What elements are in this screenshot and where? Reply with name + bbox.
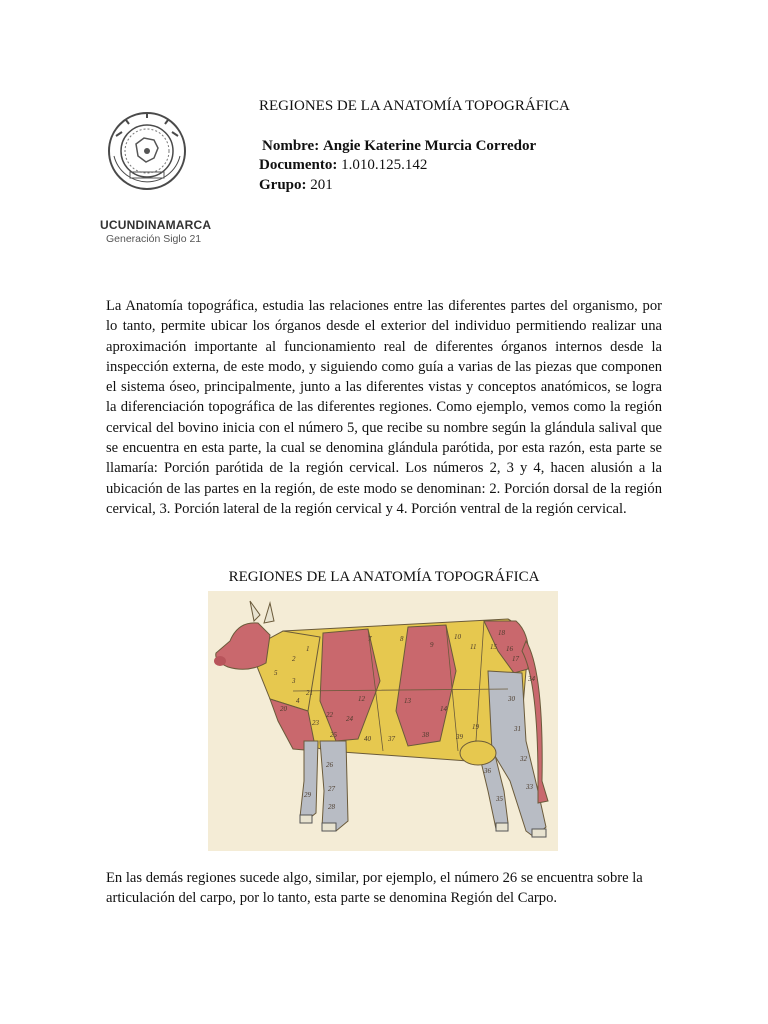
hoof [322,823,336,831]
region-number: 39 [456,733,463,741]
group-label: Grupo: [259,177,307,193]
intro-paragraph: La Anatomía topográfica, estudia las relaciones entre las diferentes partes del organismo, por lo tanto, permite ubicar los órganos desde el exterior del individuo permitiendo realizar una aproximación importante al funcionamiento real de diferentes órganos internos desde la inspección externa, de este modo, y siguiendo como guía a varias de las piezas que componen el sistema óseo, principalmente, junto a las diferentes vistas y conceptos anatómicos, se logra la diferenciación topográfica de las diferentes regiones. Como ejemplo, vemos como la región cervical del bovino inicia con el número 5, que recibe su nombre según la glándula salival que se encuentra en esta parte, la cual se denomina glándula parótida, por esta razón, esta parte se llamaría: Porción parótida de la región cervical. Los números 2, 3 y 4, hacen alusión a la ubicación de las partes en la región, de este modo se denominan: 2. Porción dorsal de la región cervical, 3. Porción lateral de la región cervical y 4. Porción ventral de la región cervical. [106,298,662,517]
region-number: 8 [400,635,404,643]
region-number: 13 [404,697,411,705]
region-number: 28 [328,803,335,811]
region-number: 4 [296,697,300,705]
cow-diagram-illustration [208,591,558,851]
region-number: 24 [346,715,353,723]
region-number: 2 [292,655,296,663]
region-number: 20 [280,705,287,713]
name-field [262,138,536,155]
carpus-paragraph: En las demás regiones sucede algo, similar, por ejemplo, el número 26 se encuentra sobre la articulación del carpo, por lo tanto, esta parte se denomina Región del Carpo. [106,870,643,907]
cow-topography-figure [208,591,558,851]
figure-title: REGIONES DE LA ANATOMÍA TOPOGRÁFICA [228,569,540,585]
udder [460,741,496,765]
region-number: 14 [440,705,447,713]
brand-tagline: Generación Siglo 21 [106,233,202,245]
region-number: 23 [312,719,319,727]
region-number: 32 [520,755,527,763]
region-number: 27 [328,785,335,793]
region-number: 19 [472,723,479,731]
region-number: 36 [484,767,491,775]
university-seal-icon [96,96,206,216]
group-field [259,177,333,194]
region-number: 38 [422,731,429,739]
region-number: 5 [274,669,278,677]
hoof [300,815,312,823]
group-value: 201 [310,177,333,193]
document-label: Documento: [259,157,338,173]
region-number: 7 [368,635,372,643]
region-number: 10 [454,633,461,641]
region-number: 34 [528,675,535,683]
region-number: 25 [330,731,337,739]
region-number: 17 [512,655,519,663]
region-number: 12 [358,695,365,703]
name-value: Angie Katerine Murcia Corredor [322,138,537,154]
document-title: REGIONES DE LA ANATOMÍA TOPOGRÁFICA [259,98,570,114]
region-number: 22 [326,711,333,719]
region-number: 9 [430,641,434,649]
brand-name: UCUNDINAMARCA [100,218,212,232]
hoof [532,829,546,837]
region-number: 3 [292,677,296,685]
region-number: 35 [496,795,503,803]
region-number: 15 [490,643,497,651]
hoof [496,823,508,831]
region-number: 26 [326,761,333,769]
region-number: 18 [498,629,505,637]
document-value: 1.010.125.142 [341,157,428,173]
region-number: 40 [364,735,371,743]
region-number: 16 [506,645,513,653]
region-number: 33 [526,783,533,791]
region-number: 31 [514,725,521,733]
region-number: 30 [508,695,515,703]
document-field [259,157,427,174]
region-number: 1 [306,645,310,653]
region-number: 21 [306,689,313,697]
muzzle [214,656,226,666]
name-label: Nombre: [262,138,320,154]
region-number: 37 [388,735,395,743]
region-number: 11 [470,643,477,651]
region-number: 29 [304,791,311,799]
university-logo [96,96,206,256]
